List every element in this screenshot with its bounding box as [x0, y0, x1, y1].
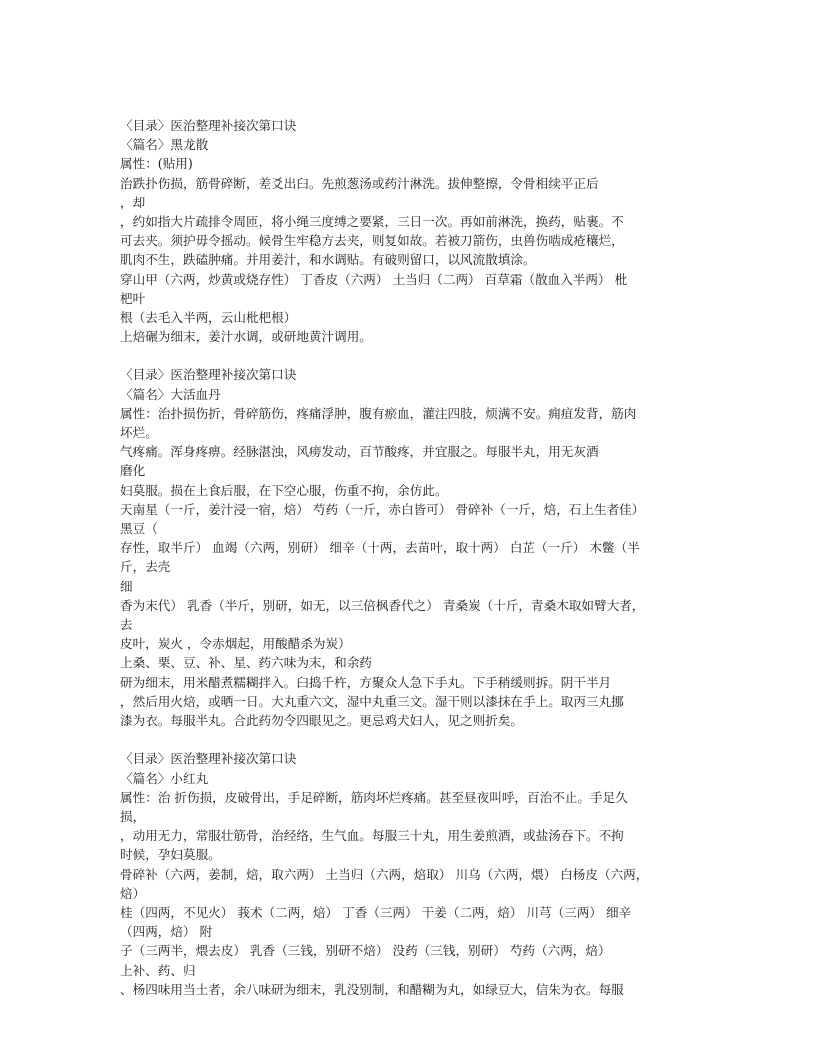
section-gap — [120, 346, 710, 365]
text-line: 时候，孕妇莫服。 — [120, 847, 221, 863]
preparation-line: ，然后用火焙，或晒一日。大丸重六文，湿中丸重三文。湿干则以漆抹在手上。取丙三丸挪 — [120, 693, 624, 709]
section-heilongsan — [120, 116, 710, 346]
section-xiaohongwan — [120, 749, 710, 999]
text-line: 坏烂。 — [120, 425, 158, 441]
text-line: ，约如指大片疏排令周匝，将小绳三度缚之要紧，三日一次。再如前淋洗，换药，贴裹。不 — [120, 214, 624, 230]
ingredient-line: 焙） — [120, 885, 146, 901]
text-line: 损， — [120, 808, 146, 824]
ingredient-line: 细 — [120, 578, 133, 594]
text-line: 气疼痛。浑身疼痹。经脉湛浊，风痨发动，百节酸疼，并宜服之。每服半丸，用无灰酒 — [120, 444, 599, 460]
ingredient-line: 去 — [120, 617, 133, 633]
ingredient-line: 骨碎补（六两，姜制，焙，取六两） 土当归（六两，焙取） 川乌（六两，煨） 白杨皮（六两， — [120, 866, 649, 882]
ingredient-line: 存性，取半斤） 血竭（六两，别研） 细辛（十两，去苗叶，取十两） 白芷（一斤） 木鳖（半 — [120, 540, 640, 556]
recipe-title: 〈篇名〉小红丸 — [120, 770, 209, 786]
section-dahuoxuedan — [120, 365, 710, 730]
preparation-line: 上焙碾为细末，姜汁水调，或研地黄汁调用。 — [120, 329, 372, 345]
recipe-title: 〈篇名〉黑龙散 — [120, 137, 209, 153]
ingredient-line: （四两，焙） 附 — [120, 924, 213, 940]
ingredient-line: 斤，去壳 — [120, 559, 171, 575]
preparation-line: 上补、药、归 — [120, 962, 196, 978]
catalog-heading: 〈目录〉医治整理补接次第口诀 — [120, 367, 297, 383]
preparation-line: 研为细末，用米醋煮糯糊拌入。臼捣千杵，方聚众人急下手丸。下手稍缓则拆。阴干半月 — [120, 674, 612, 690]
text-line: 可去夹。须护毋令摇动。候骨生牢稳方去夹，则复如故。若被刀箭伤，虫兽伤啮成疮穰烂， — [120, 233, 624, 249]
catalog-heading: 〈目录〉医治整理补接次第口诀 — [120, 118, 297, 133]
preparation-line: 上桑、栗、豆、补、星、药六味为末，和余药 — [120, 655, 372, 671]
preparation-line: 、杨四味用当土者，余八味研为细末，乳没别制，和醋糊为丸，如绿豆大，信朱为衣。每服 — [120, 981, 624, 997]
section-gap — [120, 730, 710, 749]
text-line: 磨化 — [120, 463, 146, 479]
ingredient-line: 桂（四两，不见火） 莪术（二两，焙） 丁香（三两） 干姜（二两，焙） 川芎（三两） 细辛 — [120, 904, 632, 920]
catalog-heading: 〈目录〉医治整理补接次第口诀 — [120, 751, 297, 767]
text-line: ，却 — [120, 194, 146, 210]
ingredient-line: 子（三两半，煨去皮） 乳香（三钱，别研不焙） 没药（三钱，别研） 芍药（六两，焙） — [120, 943, 611, 959]
ingredient-line: 杷叶 — [120, 290, 146, 306]
attribute-line: 属性：治扑损伤折，骨碎筋伤，疼痛浮肿，腹有瘀血，灌注四肢，烦满不安。痈疽发背，筋肉 — [120, 405, 637, 421]
text-line: 妇莫服。损在上食后服，在下空心服，伤重不拘，余仿此。 — [120, 482, 448, 498]
text-line: ，动用无力，常服壮筋骨，治经络，生气血。每服三十丸，用生姜煎酒，或盐汤吞下。不拘 — [120, 828, 624, 844]
recipe-title: 〈篇名〉大活血丹 — [120, 386, 221, 402]
preparation-line: 漆为衣。每服半丸。合此药勿令四眼见之。更忌鸡犬妇人，见之则折矣。 — [120, 713, 523, 729]
text-line: 治跌扑伤损，筋骨碎断，差爻出臼。先煎葱汤或药汁淋洗。拔伸整擦，令骨相续平正后 — [120, 175, 599, 191]
ingredient-line: 黑豆（ — [120, 521, 158, 537]
document-body — [120, 116, 710, 999]
ingredient-line: 天南星（一斤，姜汁浸一宿，焙） 芍药（一斤，赤白皆可） 骨碎补（一斤，焙，石上生者佳） — [120, 501, 645, 517]
ingredient-line: 根（去毛入半两，云山枇杷根） — [120, 310, 297, 326]
ingredient-line: 香为末代） 乳香（半斤，别研，如无，以三倍枫香代之） 青桑炭（十斤，青桑木取如臂大者， — [120, 597, 645, 613]
attribute-line: 属性：(贴用) — [120, 156, 193, 172]
ingredient-line: 穿山甲（六两，炒黄或烧存性） 丁香皮（六两） 土当归（二两） 百草霜（散血入半两） 枇 — [120, 271, 628, 287]
attribute-line: 属性：治 折伤损，皮破骨出，手足碎断，筋肉坏烂疼痛。甚至昼夜叫呼，百治不止。手足久 — [120, 789, 628, 805]
text-line: 肌肉不生，跌磕肿痛。并用姜汁，和水调贴。有破则留口，以风流散填涂。 — [120, 252, 536, 268]
ingredient-line: 皮叶，炭火 ，令赤烟起，用酸醋杀为炭） — [120, 636, 351, 652]
